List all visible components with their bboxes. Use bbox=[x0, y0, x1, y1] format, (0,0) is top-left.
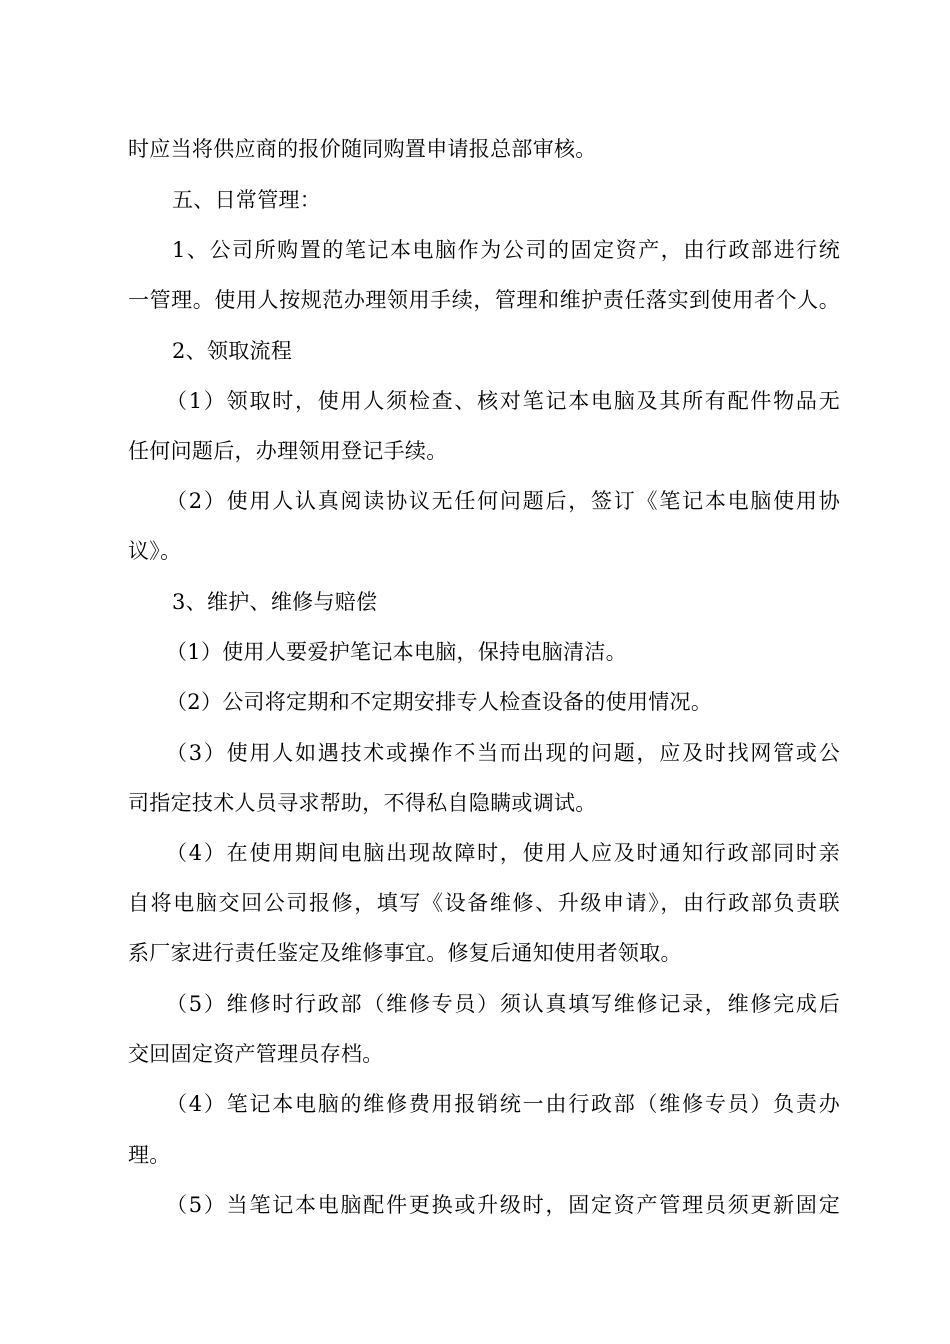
text-line: （5）当笔记本电脑配件更换或升级时，固定资产管理员须更新固定 bbox=[166, 1193, 840, 1217]
text-line: 任何问题后，办理领用登记手续。 bbox=[128, 439, 448, 463]
text-line: （2）公司将定期和不定期安排专人检查设备的使用情况。 bbox=[166, 690, 713, 714]
text-line: 司指定技术人员寻求帮助，不得私自隐瞒或调试。 bbox=[128, 791, 597, 815]
text-line: 一管理。使用人按规范办理领用手续，管理和维护责任落实到使用者个人。 bbox=[128, 288, 840, 312]
section-heading: 五、日常管理： bbox=[172, 188, 322, 212]
text-line: （1）领取时，使用人须检查、核对笔记本电脑及其所有配件物品无 bbox=[166, 389, 840, 413]
text-line: 自将电脑交回公司报修，填写《设备维修、升级申请》，由行政部负责联 bbox=[128, 891, 840, 915]
subsection-heading: 2、领取流程 bbox=[172, 339, 293, 363]
text-line: 时应当将供应商的报价随同购置申请报总部审核。 bbox=[128, 137, 597, 161]
text-line: 交回固定资产管理员存档。 bbox=[128, 1042, 384, 1066]
text-line: （3）使用人如遇技术或操作不当而出现的问题，应及时找网管或公 bbox=[166, 741, 840, 765]
text-line: 理。 bbox=[128, 1143, 171, 1167]
text-line: 系厂家进行责任鉴定及维修事宜。修复后通知使用者领取。 bbox=[128, 941, 682, 965]
text-line: （4）在使用期间电脑出现故障时，使用人应及时通知行政部同时亲 bbox=[166, 841, 840, 865]
text-line: 议》。 bbox=[128, 539, 182, 563]
text-line: 1、公司所购置的笔记本电脑作为公司的固定资产，由行政部进行统 bbox=[172, 238, 840, 262]
text-line: （2）使用人认真阅读协议无任何问题后，签订《笔记本电脑使用协 bbox=[166, 489, 840, 513]
text-line: （5）维修时行政部（维修专员）须认真填写维修记录，维修完成后 bbox=[166, 992, 840, 1016]
text-line: （1）使用人要爱护笔记本电脑，保持电脑清洁。 bbox=[166, 640, 627, 664]
subsection-heading: 3、维护、维修与赔偿 bbox=[172, 590, 378, 614]
text-line: （4）笔记本电脑的维修费用报销统一由行政部（维修专员）负责办 bbox=[166, 1092, 840, 1116]
